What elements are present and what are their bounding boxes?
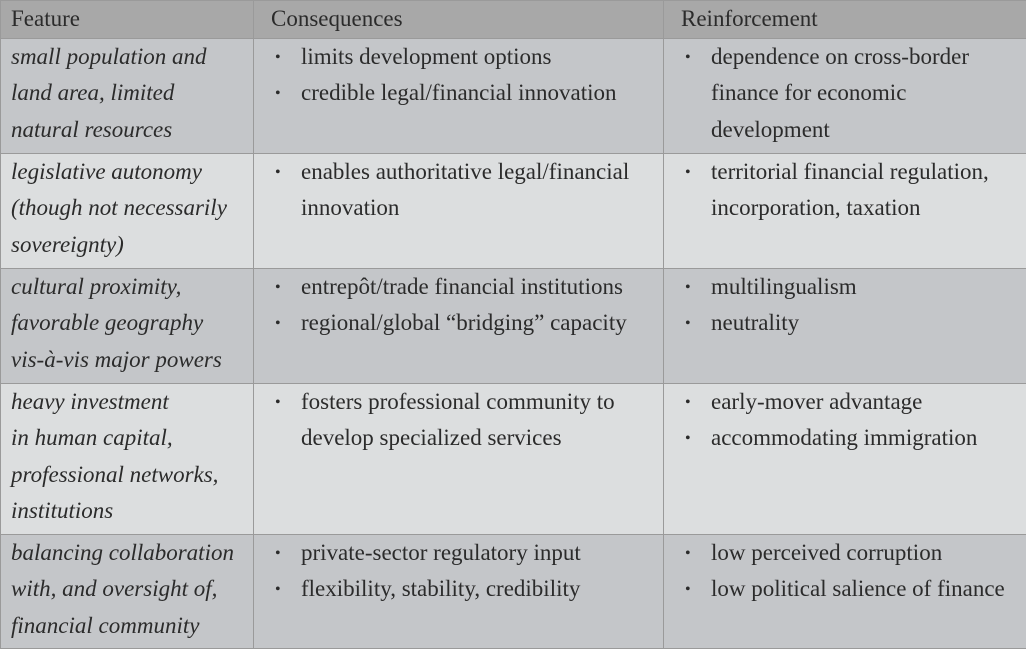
table-row xyxy=(1,38,1026,153)
bullet-icon: • xyxy=(685,278,691,296)
feature-cell xyxy=(1,534,254,648)
reinforcement-cell xyxy=(664,38,1026,153)
table-row xyxy=(1,383,1026,534)
table-row xyxy=(1,268,1026,383)
list-item: • regional/global “bridging” capacity xyxy=(264,305,663,342)
list-item: • enables authoritative legal/financial innovation xyxy=(264,154,663,227)
bullet-icon: • xyxy=(685,393,691,411)
feature-line: professional networks, xyxy=(11,461,219,487)
bullet-icon: • xyxy=(275,48,281,66)
reinforcement-list xyxy=(674,269,1026,342)
feature-cell xyxy=(1,383,254,534)
consequences-cell xyxy=(254,534,664,648)
bullet-icon: • xyxy=(685,163,691,181)
feature-line: favorable geography xyxy=(11,310,204,335)
feature-line: financial community xyxy=(11,612,200,638)
feature-cell xyxy=(1,38,254,153)
bullet-icon: • xyxy=(275,581,281,598)
list-item: • private-sector regulatory input xyxy=(264,535,663,572)
reinforcement-cell xyxy=(664,268,1026,383)
feature-cell xyxy=(1,268,254,383)
list-item: • flexibility, stability, credibility xyxy=(264,571,663,608)
list-item: • neutrality xyxy=(674,305,1026,342)
reinforcement-list xyxy=(674,384,1026,457)
header-reinforcement: Reinforcement xyxy=(664,1,1026,39)
list-item: • entrepôt/trade financial institutions xyxy=(264,269,663,306)
consequences-cell xyxy=(254,268,664,383)
header-feature: Feature xyxy=(1,1,254,39)
list-item: • low perceived corruption xyxy=(674,535,1026,572)
bullet-icon: • xyxy=(685,315,691,332)
feature-line: institutions xyxy=(11,498,114,523)
list-item: • dependence on cross-border finance for economic development xyxy=(674,39,1026,149)
reinforcement-cell xyxy=(664,534,1026,648)
bullet-icon: • xyxy=(275,393,281,411)
table-row xyxy=(1,534,1026,648)
feature-line: in human capital, xyxy=(11,425,173,450)
feature-line: legislative autonomy xyxy=(11,158,202,184)
consequences-list xyxy=(264,39,663,112)
reinforcement-list xyxy=(674,535,1026,608)
consequences-list xyxy=(264,269,663,342)
bullet-icon: • xyxy=(275,278,281,296)
table-row xyxy=(1,153,1026,268)
bullet-icon: • xyxy=(275,163,281,181)
feature-line: heavy investment xyxy=(11,388,169,414)
reinforcement-cell xyxy=(664,383,1026,534)
consequences-cell xyxy=(254,383,664,534)
consequences-list xyxy=(264,154,663,227)
header-consequences: Consequences xyxy=(254,1,664,39)
bullet-icon: • xyxy=(685,430,691,447)
reinforcement-list xyxy=(674,39,1026,149)
bullet-icon: • xyxy=(685,581,691,598)
feature-line: (though not necessarily xyxy=(11,195,227,220)
feature-line: small population and xyxy=(11,43,207,69)
bullet-icon: • xyxy=(275,315,281,332)
list-item: • credible legal/financial innovation xyxy=(264,75,663,112)
consequences-cell xyxy=(254,153,664,268)
list-item: • early-mover advantage xyxy=(674,384,1026,421)
reinforcement-cell xyxy=(664,153,1026,268)
consequences-list xyxy=(264,535,663,608)
list-item: • accommodating immigration xyxy=(674,420,1026,457)
feature-line: land area, limited xyxy=(11,80,175,105)
list-item: • low political salience of finance xyxy=(674,571,1026,608)
reinforcement-list xyxy=(674,154,1026,227)
feature-cell xyxy=(1,153,254,268)
feature-line: cultural proximity, xyxy=(11,273,182,299)
feature-line: with, and oversight of, xyxy=(11,576,218,601)
feature-line: natural resources xyxy=(11,116,173,142)
consequences-cell xyxy=(254,38,664,153)
list-item: • territorial financial regulation, incorporation, taxation xyxy=(674,154,1026,227)
header-row xyxy=(1,1,1026,39)
consequences-list xyxy=(264,384,663,457)
list-item: • fosters professional community to develop specialized services xyxy=(264,384,663,457)
bullet-icon: • xyxy=(685,48,691,66)
list-item: • multilingualism xyxy=(674,269,1026,306)
bullet-icon: • xyxy=(275,85,281,102)
bullet-icon: • xyxy=(685,544,691,562)
list-item: • limits development options xyxy=(264,39,663,76)
bullet-icon: • xyxy=(275,544,281,562)
feature-line: vis-à-vis major powers xyxy=(11,346,222,372)
feature-line: sovereignty) xyxy=(11,231,124,257)
feature-line: balancing collaboration xyxy=(11,539,234,565)
